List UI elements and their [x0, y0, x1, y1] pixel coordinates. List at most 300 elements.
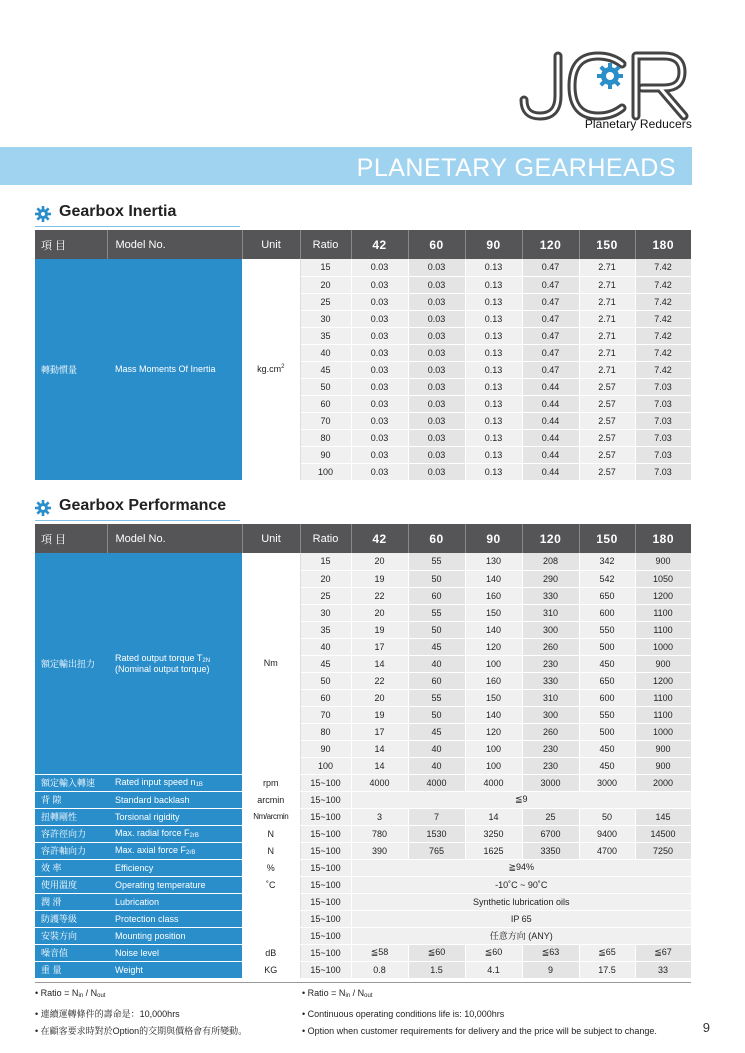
value-cell: 0.03 [408, 463, 465, 480]
spec-label-en [107, 961, 242, 978]
spanned-value-cell: Synthetic lubrication oils [351, 893, 691, 910]
ratio-cell: 15~100 [300, 876, 351, 893]
value-cell: 7 [408, 808, 465, 825]
ratio-cell: 90 [300, 446, 351, 463]
value-cell: ≦65 [579, 944, 635, 961]
spec-label-en [107, 927, 242, 944]
value-cell: 150 [465, 604, 522, 621]
value-cell: 0.47 [522, 293, 579, 310]
value-cell: 50 [408, 706, 465, 723]
value-cell: 600 [579, 604, 635, 621]
spec-label-en-text: Mounting position [115, 930, 186, 941]
value-cell: 3 [351, 808, 408, 825]
value-cell: 19 [351, 621, 408, 638]
value-cell: 550 [579, 706, 635, 723]
value-cell: 0.13 [465, 310, 522, 327]
value-cell: 0.44 [522, 429, 579, 446]
value-cell: 0.44 [522, 412, 579, 429]
value-cell: 900 [635, 757, 691, 774]
note-life: • 連續運轉條件的壽命是：10,000hrs [35, 1008, 180, 1019]
value-cell: 120 [465, 723, 522, 740]
unit-cell: rpm [242, 774, 300, 791]
value-cell: 0.03 [408, 361, 465, 378]
spec-label-zh: 扭轉剛性 [35, 808, 107, 825]
ratio-cell: 30 [300, 604, 351, 621]
value-cell: 310 [522, 689, 579, 706]
spec-label-zh: 背 隙 [35, 791, 107, 808]
value-cell: 0.03 [408, 412, 465, 429]
value-cell: 60 [408, 587, 465, 604]
value-cell: 230 [522, 655, 579, 672]
value-cell: 0.03 [351, 327, 408, 344]
value-cell: 14 [465, 808, 522, 825]
value-cell: 7.42 [635, 276, 691, 293]
ratio-cell: 90 [300, 740, 351, 757]
value-cell: 2.71 [579, 327, 635, 344]
performance-table [35, 524, 692, 979]
spec-label-zh: 潤 滑 [35, 893, 107, 910]
ratio-cell: 15~100 [300, 910, 351, 927]
value-cell: 500 [579, 723, 635, 740]
spec-label-en-text: Protection class [115, 913, 179, 924]
value-cell: 500 [579, 638, 635, 655]
value-cell: 100 [465, 757, 522, 774]
ratio-cell: 25 [300, 293, 351, 310]
value-cell: 2.57 [579, 429, 635, 446]
value-cell: 33 [635, 961, 691, 978]
spec-label-en-text: Weight [115, 964, 143, 975]
ratio-cell: 15~100 [300, 791, 351, 808]
value-cell: 0.03 [408, 276, 465, 293]
unit-cell: Nm [242, 553, 300, 774]
value-cell: 780 [351, 825, 408, 842]
value-cell: 9 [522, 961, 579, 978]
value-cell: 1530 [408, 825, 465, 842]
value-cell: 50 [408, 570, 465, 587]
spec-label-zh: 防護等級 [35, 910, 107, 927]
value-cell: 1100 [635, 621, 691, 638]
value-cell: 140 [465, 621, 522, 638]
value-cell: 0.13 [465, 378, 522, 395]
value-cell: 0.03 [351, 395, 408, 412]
value-cell: 1200 [635, 672, 691, 689]
spec-row [35, 842, 691, 859]
value-cell: 0.8 [351, 961, 408, 978]
table-header-row [35, 524, 691, 553]
spec-label-en [107, 808, 242, 825]
value-cell: 25 [522, 808, 579, 825]
spec-label-en [107, 893, 242, 910]
value-cell: ≦60 [465, 944, 522, 961]
value-cell: 290 [522, 570, 579, 587]
footnotes-en [302, 985, 657, 1041]
spec-row [35, 825, 691, 842]
value-cell: 45 [408, 723, 465, 740]
spec-label-zh: 容許軸向力 [35, 842, 107, 859]
spec-label-zh: 額定輸入轉速 [35, 774, 107, 791]
value-cell: 1.5 [408, 961, 465, 978]
category-en-line1 [115, 653, 242, 664]
value-cell: 4700 [579, 842, 635, 859]
ratio-cell: 15~100 [300, 961, 351, 978]
value-cell: 17.5 [579, 961, 635, 978]
value-cell: 310 [522, 604, 579, 621]
header-model-90: 90 [465, 230, 522, 259]
value-cell: 4000 [465, 774, 522, 791]
value-cell: 1050 [635, 570, 691, 587]
value-cell: 140 [465, 706, 522, 723]
value-cell: 0.03 [351, 310, 408, 327]
value-cell: 19 [351, 706, 408, 723]
ratio-cell: 15 [300, 553, 351, 570]
value-cell: 0.03 [351, 378, 408, 395]
value-cell: 14 [351, 740, 408, 757]
value-cell: 120 [465, 638, 522, 655]
header-model: Model No. [107, 524, 242, 553]
value-cell: 2.57 [579, 378, 635, 395]
value-cell: 100 [465, 655, 522, 672]
value-cell: 2.71 [579, 276, 635, 293]
spec-label-zh: 容許徑向力 [35, 825, 107, 842]
value-cell: 20 [351, 689, 408, 706]
ratio-cell: 70 [300, 412, 351, 429]
note-life: • Continuous operating conditions life is: 10,000hrs [302, 1008, 505, 1019]
footnote-divider [35, 982, 691, 983]
spec-label-en-text: Max. axial force F [115, 845, 187, 855]
value-cell: 0.03 [351, 276, 408, 293]
table-row [35, 259, 691, 276]
spec-label-en-text: Noise level [115, 947, 160, 958]
value-cell: 55 [408, 689, 465, 706]
value-cell: 1000 [635, 638, 691, 655]
value-cell: 450 [579, 757, 635, 774]
value-cell: 765 [408, 842, 465, 859]
value-cell: 2.57 [579, 412, 635, 429]
ratio-cell: 50 [300, 672, 351, 689]
unit-cell: arcmin [242, 791, 300, 808]
ratio-cell: 45 [300, 361, 351, 378]
value-cell: 40 [408, 757, 465, 774]
value-cell: 0.47 [522, 259, 579, 276]
value-cell: 55 [408, 604, 465, 621]
value-cell: 14500 [635, 825, 691, 842]
unit-cell: KG [242, 961, 300, 978]
value-cell: 342 [579, 553, 635, 570]
spec-row [35, 961, 691, 978]
value-cell: 2.57 [579, 446, 635, 463]
header-model-180: 180 [635, 524, 691, 553]
spec-label-en-text: Max. radial force F [115, 828, 190, 838]
value-cell: 0.47 [522, 327, 579, 344]
value-cell: 7.03 [635, 395, 691, 412]
value-cell: 4000 [408, 774, 465, 791]
header-item: 項 目 [35, 524, 107, 553]
ratio-cell: 30 [300, 310, 351, 327]
unit-cell: % [242, 859, 300, 876]
value-cell: 300 [522, 621, 579, 638]
ratio-cell: 15~100 [300, 825, 351, 842]
value-cell: 300 [522, 706, 579, 723]
spanned-value-cell: 任意方向 (ANY) [351, 927, 691, 944]
header-model-150: 150 [579, 524, 635, 553]
value-cell: 7.42 [635, 259, 691, 276]
header-ratio: Ratio [300, 524, 351, 553]
spec-label-zh: 噪音值 [35, 944, 107, 961]
value-cell: 0.03 [408, 446, 465, 463]
spec-label-en-text: Standard backlash [115, 794, 190, 805]
value-cell: 0.13 [465, 344, 522, 361]
value-cell: 0.03 [408, 259, 465, 276]
section-title: Gearbox Inertia [59, 203, 177, 220]
unit-cell: Nm/arcmin [242, 808, 300, 825]
header-model-60: 60 [408, 524, 465, 553]
ratio-cell: 25 [300, 587, 351, 604]
ratio-cell: 15~100 [300, 774, 351, 791]
spec-label-en [107, 876, 242, 893]
spec-label-en [107, 859, 242, 876]
value-cell: 0.13 [465, 276, 522, 293]
header-model-90: 90 [465, 524, 522, 553]
value-cell: 0.03 [351, 412, 408, 429]
value-cell: 0.13 [465, 327, 522, 344]
value-cell: 208 [522, 553, 579, 570]
value-cell: ≦58 [351, 944, 408, 961]
value-cell: 1625 [465, 842, 522, 859]
performance-heading [35, 495, 240, 521]
value-cell: 0.03 [408, 344, 465, 361]
value-cell: 145 [635, 808, 691, 825]
value-cell: 230 [522, 757, 579, 774]
value-cell: 330 [522, 672, 579, 689]
note-ratio: • Ratio = Nin / Nout [302, 988, 373, 999]
spec-label-en-text: Torsional rigidity [115, 811, 180, 822]
spec-label-en [107, 791, 242, 808]
spec-label-en-text: Operating temperature [115, 879, 206, 890]
value-cell: 0.44 [522, 395, 579, 412]
ratio-cell: 15 [300, 259, 351, 276]
value-cell: ≦63 [522, 944, 579, 961]
value-cell: 7.03 [635, 446, 691, 463]
value-cell: 450 [579, 655, 635, 672]
value-cell: 0.03 [408, 327, 465, 344]
value-cell: 0.03 [351, 446, 408, 463]
value-cell: 0.44 [522, 463, 579, 480]
value-cell: 0.03 [408, 293, 465, 310]
ratio-cell: 40 [300, 638, 351, 655]
category-en: Mass Moments Of Inertia [107, 259, 242, 480]
value-cell: 7.42 [635, 327, 691, 344]
spec-label-en [107, 825, 242, 842]
value-cell: 50 [579, 808, 635, 825]
spec-label-en-text: Rated input speed n [115, 777, 196, 787]
value-cell: 2.57 [579, 463, 635, 480]
value-cell: 0.03 [408, 429, 465, 446]
value-cell: 1100 [635, 706, 691, 723]
value-cell: 7.03 [635, 378, 691, 395]
value-cell: 7.03 [635, 463, 691, 480]
spec-row [35, 876, 691, 893]
ratio-cell: 15~100 [300, 859, 351, 876]
spec-label-zh: 使用溫度 [35, 876, 107, 893]
value-cell: 900 [635, 553, 691, 570]
value-cell: 130 [465, 553, 522, 570]
value-cell: 100 [465, 740, 522, 757]
value-cell: 0.03 [351, 293, 408, 310]
value-cell: 0.13 [465, 429, 522, 446]
value-cell: 650 [579, 672, 635, 689]
ratio-cell: 35 [300, 621, 351, 638]
unit-cell: dB [242, 944, 300, 961]
value-cell: 40 [408, 655, 465, 672]
value-cell: 600 [579, 689, 635, 706]
value-cell: 19 [351, 570, 408, 587]
note-option: • Option when customer requirements for delivery and the price will be subject to change. [302, 1026, 657, 1036]
value-cell: 7.42 [635, 310, 691, 327]
header-item: 項 目 [35, 230, 107, 259]
value-cell: 2.71 [579, 310, 635, 327]
value-cell: 2000 [635, 774, 691, 791]
value-cell: 260 [522, 638, 579, 655]
value-cell: 1100 [635, 689, 691, 706]
value-cell: 160 [465, 587, 522, 604]
value-cell: 390 [351, 842, 408, 859]
spec-row [35, 927, 691, 944]
value-cell: 14 [351, 655, 408, 672]
value-cell: 2.71 [579, 361, 635, 378]
header-unit: Unit [242, 230, 300, 259]
value-cell: 9400 [579, 825, 635, 842]
value-cell: 20 [351, 553, 408, 570]
spec-row [35, 859, 691, 876]
spec-label-en [107, 774, 242, 791]
unit-cell [242, 893, 300, 910]
category-en [107, 553, 242, 774]
value-cell: 0.03 [351, 259, 408, 276]
value-cell: 7.03 [635, 412, 691, 429]
value-cell: 14 [351, 757, 408, 774]
value-cell: 160 [465, 672, 522, 689]
value-cell: 900 [635, 740, 691, 757]
value-cell: 22 [351, 672, 408, 689]
value-cell: 140 [465, 570, 522, 587]
header-model-180: 180 [635, 230, 691, 259]
value-cell: ≦67 [635, 944, 691, 961]
value-cell: 0.47 [522, 344, 579, 361]
value-cell: 0.13 [465, 361, 522, 378]
note-ratio: • Ratio = Nin / Nout [35, 988, 106, 999]
spec-row [35, 944, 691, 961]
unit-cell [242, 259, 300, 480]
category-zh: 額定輸出扭力 [35, 553, 107, 774]
unit-cell: N [242, 825, 300, 842]
section-title: Gearbox Performance [59, 497, 227, 514]
ratio-cell: 50 [300, 378, 351, 395]
category-en-line2: (Nominal output torque) [115, 663, 210, 674]
value-cell: 3000 [522, 774, 579, 791]
banner-title: PLANETARY GEARHEADS [356, 154, 676, 182]
value-cell: 542 [579, 570, 635, 587]
value-cell: 3250 [465, 825, 522, 842]
ratio-cell: 15~100 [300, 944, 351, 961]
value-cell: 0.03 [408, 395, 465, 412]
page-number: 9 [702, 1020, 710, 1035]
value-cell: 1100 [635, 604, 691, 621]
category-en-subscript: 2N [202, 657, 211, 664]
value-cell: 2.71 [579, 344, 635, 361]
value-cell: 7250 [635, 842, 691, 859]
value-cell: 7.42 [635, 293, 691, 310]
value-cell: 50 [408, 621, 465, 638]
value-cell: 450 [579, 740, 635, 757]
table-row [35, 553, 691, 570]
ratio-cell: 60 [300, 395, 351, 412]
ratio-cell: 45 [300, 655, 351, 672]
value-cell: 22 [351, 587, 408, 604]
spanned-value-cell: ≦9 [351, 791, 691, 808]
value-cell: 230 [522, 740, 579, 757]
value-cell: 2.57 [579, 395, 635, 412]
value-cell: 550 [579, 621, 635, 638]
value-cell: 1200 [635, 587, 691, 604]
value-cell: 150 [465, 689, 522, 706]
unit-cell [242, 910, 300, 927]
spec-row [35, 893, 691, 910]
ratio-cell: 15~100 [300, 893, 351, 910]
spec-label-en-text: Efficiency [115, 862, 154, 873]
value-cell: 0.03 [408, 378, 465, 395]
spanned-value-cell: ≧94% [351, 859, 691, 876]
value-cell: 900 [635, 655, 691, 672]
header-model-150: 150 [579, 230, 635, 259]
value-cell: 0.47 [522, 310, 579, 327]
value-cell: 7.42 [635, 344, 691, 361]
value-cell: 45 [408, 638, 465, 655]
value-cell: 55 [408, 553, 465, 570]
ratio-cell: 80 [300, 429, 351, 446]
spec-row [35, 910, 691, 927]
ratio-cell: 20 [300, 570, 351, 587]
value-cell: 0.13 [465, 395, 522, 412]
gear-icon [35, 500, 51, 516]
ratio-cell: 60 [300, 689, 351, 706]
category-en-text: Rated output torque T [115, 652, 203, 663]
ratio-cell: 15~100 [300, 808, 351, 825]
value-cell: 2.71 [579, 259, 635, 276]
value-cell: 7.42 [635, 361, 691, 378]
ratio-cell: 80 [300, 723, 351, 740]
unit-text: kg.cm [257, 364, 282, 375]
inertia-heading [35, 201, 240, 227]
spec-label-zh: 效 率 [35, 859, 107, 876]
header-model-120: 120 [522, 524, 579, 553]
value-cell: 260 [522, 723, 579, 740]
value-cell: 0.03 [408, 310, 465, 327]
spec-label-en [107, 910, 242, 927]
gear-icon [35, 206, 51, 222]
ratio-cell: 20 [300, 276, 351, 293]
value-cell: 0.03 [351, 463, 408, 480]
value-cell: 0.03 [351, 344, 408, 361]
spec-label-en-text: Lubrication [115, 896, 160, 907]
note-option: • 在顧客要求時對於Option的交期與價格會有所變動。 [35, 1026, 248, 1036]
ratio-cell: 100 [300, 757, 351, 774]
unit-superscript: 2 [281, 364, 285, 371]
value-cell: 3000 [579, 774, 635, 791]
value-cell: 330 [522, 587, 579, 604]
inertia-table [35, 230, 692, 481]
value-cell: 650 [579, 587, 635, 604]
ratio-cell: 70 [300, 706, 351, 723]
